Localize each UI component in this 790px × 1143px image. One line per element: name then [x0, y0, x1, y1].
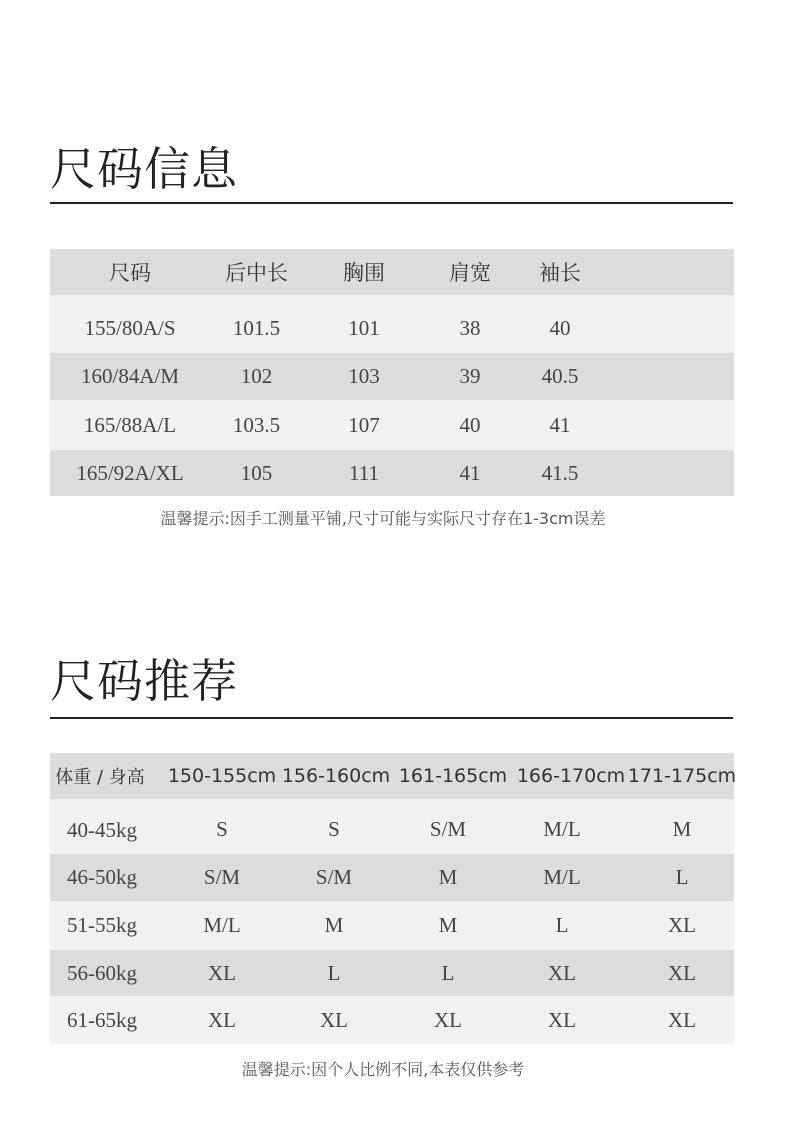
size-recommend-table [50, 753, 737, 1044]
header-cell-sleeve: 袖长 [539, 261, 581, 285]
recommend-cell: S/M [429, 817, 467, 841]
header-cell-weight-height: 体重 / 身高 [55, 767, 145, 788]
recommend-cell: XL [668, 960, 696, 985]
table-row [50, 295, 734, 353]
recommend-cell: M [438, 865, 458, 889]
recommend-cell: S/M [315, 865, 353, 889]
table-row [50, 450, 734, 496]
recommend-cell: XL [668, 1007, 696, 1032]
recommend-cell: S/M [203, 865, 241, 889]
shoulder-cell: 38 [459, 315, 481, 340]
header-cell-height-150: 150-155cm [167, 765, 277, 787]
header-cell-shoulder: 肩宽 [449, 261, 491, 285]
back-length-cell: 101.5 [232, 315, 281, 340]
recommend-cell: M/L [203, 913, 241, 937]
size-cell: 155/80A/S [84, 315, 176, 340]
recommend-cell: XL [208, 960, 236, 985]
table-row [50, 901, 734, 950]
recommend-cell: XL [668, 913, 696, 937]
weight-cell: 46-50kg [67, 865, 137, 889]
sleeve-cell: 40.5 [541, 364, 579, 388]
sleeve-cell: 41.5 [541, 460, 579, 485]
table-row [50, 353, 734, 400]
recommend-cell: M [438, 913, 458, 937]
size-recommend-header-row [50, 753, 737, 799]
back-length-cell: 103.5 [232, 412, 281, 437]
recommend-cell: M [672, 817, 692, 841]
recommend-cell: S [216, 817, 228, 841]
chest-cell: 107 [348, 412, 380, 437]
table-row [50, 854, 734, 901]
size-recommend-title: 尺码推荐 [50, 654, 238, 708]
table-row [50, 996, 734, 1044]
table-row [50, 799, 734, 854]
weight-cell: 40-45kg [67, 818, 137, 842]
header-cell-height-171: 171-175cm [627, 765, 737, 787]
recommend-cell: XL [548, 960, 576, 985]
size-recommend-divider [50, 717, 733, 719]
size-info-table [50, 249, 734, 496]
shoulder-cell: 39 [459, 364, 481, 388]
header-cell-chest: 胸围 [343, 261, 385, 285]
weight-cell: 56-60kg [67, 960, 137, 985]
weight-cell: 61-65kg [67, 1007, 137, 1032]
recommend-cell: L [327, 960, 341, 985]
header-cell-height-156: 156-160cm [281, 765, 391, 787]
recommend-cell: M/L [543, 817, 581, 841]
recommend-cell: XL [320, 1007, 348, 1032]
recommend-cell: M [324, 913, 344, 937]
chest-cell: 111 [349, 460, 379, 485]
header-cell-back-length: 后中长 [225, 261, 288, 285]
table-row [50, 950, 734, 996]
header-cell-height-161: 161-165cm [398, 765, 508, 787]
size-recommend-note: 温馨提示:因个人比例不同,本表仅供参考 [241, 1060, 525, 1079]
back-length-cell: 105 [240, 460, 273, 485]
recommend-cell: XL [208, 1007, 236, 1032]
weight-cell: 51-55kg [67, 913, 137, 937]
size-info-header-row [50, 249, 734, 295]
size-info-title: 尺码信息 [50, 142, 238, 196]
recommend-cell: XL [434, 1007, 462, 1032]
chest-cell: 103 [348, 364, 380, 388]
size-info-divider [50, 202, 733, 204]
recommend-cell: M/L [543, 865, 581, 889]
recommend-cell: XL [548, 1007, 576, 1032]
size-cell: 160/84A/M [80, 364, 179, 388]
chest-cell: 101 [348, 315, 380, 340]
size-cell: 165/88A/L [83, 412, 177, 437]
table-row [50, 400, 734, 450]
recommend-cell: L [441, 960, 455, 985]
recommend-cell: L [675, 865, 689, 889]
sleeve-cell: 41 [549, 412, 571, 437]
sleeve-cell: 40 [549, 315, 571, 340]
back-length-cell: 102 [240, 364, 273, 388]
header-cell-size: 尺码 [109, 261, 151, 285]
size-info-note: 温馨提示:因手工测量平铺,尺寸可能与实际尺寸存在1-3cm误差 [160, 509, 606, 528]
header-cell-height-166: 166-170cm [516, 765, 626, 787]
size-cell: 165/92A/XL [76, 460, 184, 485]
recommend-cell: S [328, 817, 340, 841]
shoulder-cell: 41 [459, 460, 481, 485]
recommend-cell: L [555, 913, 569, 937]
shoulder-cell: 40 [459, 412, 481, 437]
